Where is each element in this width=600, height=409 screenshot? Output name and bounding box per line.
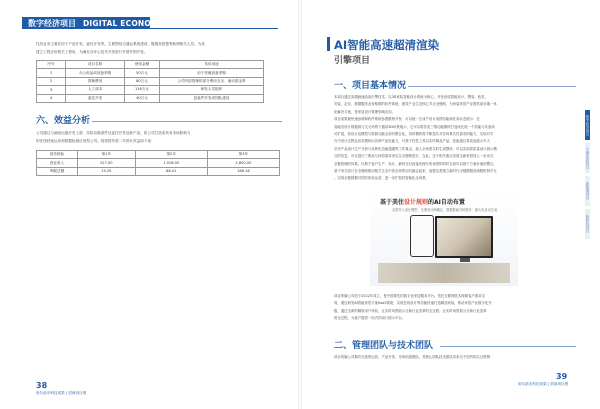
paragraph-line: 全链管理的体系。以利于客户生产、设计、最终交付直接处理分的场景的同时全高可以基于方案价值的整合， <box>334 161 497 166</box>
table-cell: 40万元 <box>125 94 160 102</box>
table-row <box>37 167 280 175</box>
title-accent-bar <box>327 37 330 51</box>
table-header-cell: 具体用途 <box>160 61 264 69</box>
tv-stand <box>460 258 470 262</box>
category-header <box>22 17 165 29</box>
page-number: 39 <box>556 372 568 381</box>
table-header-cell: 财务指标 <box>37 151 78 159</box>
section-title-benefit: 六、效益分析 <box>36 116 91 126</box>
table-header-cell: 使用金额 <box>125 61 160 69</box>
table-cell: 3 <box>37 86 66 94</box>
ai-layout-promo-image <box>370 193 518 286</box>
room-render <box>378 263 510 283</box>
paragraph-line: 建立工程应用相关工程用，为满足各环心技术开发进行开展外围开发。 <box>36 49 148 54</box>
side-tab-new-materials[interactable]: 新材料项目 <box>585 209 590 239</box>
table-cell: 委托开发 <box>66 94 125 102</box>
team-paragraph <box>334 354 578 362</box>
category-title-cn: 数字经济项目 <box>28 18 76 28</box>
side-tab-new-energy[interactable]: 新能源项目 <box>585 176 590 206</box>
table-row <box>37 159 280 167</box>
table-row <box>37 94 264 102</box>
category-side-tabs <box>585 110 600 242</box>
tv-screen <box>437 218 491 256</box>
side-tab-biomedicine[interactable]: 生物医药项目 <box>585 143 590 173</box>
promo-title <box>380 197 465 206</box>
table-cell: 利税总额 <box>37 167 78 175</box>
table-row <box>37 77 264 85</box>
table-cell: 2,800.00 <box>207 159 279 167</box>
tv-illustration <box>435 216 493 258</box>
paragraph-line: 式的信息，可以进行三维品与体验需求者实实全链路进行，在此，这个相关重点发展全新家居线上一站出式 <box>334 154 494 159</box>
paragraph-line: 化解决方案，是家居设计管理领域应用。 <box>334 109 396 114</box>
footer-text: 哈尔滨市科技成果 | 招商项目册 <box>36 391 87 395</box>
table-cell: 营业收入 <box>37 159 78 167</box>
table-header-cell: 第2年 <box>135 151 207 159</box>
paragraph-line: 本项目通过高超画速渲染引擎技术，以3D家装智能设计系统为核心，开发房屋智能设计、整装、柜类、 <box>334 95 488 99</box>
book-gutter <box>298 0 302 409</box>
table-cell: 80万元 <box>125 77 160 85</box>
promo-title-post: 的AI自动布置 <box>428 199 465 206</box>
side-tab-digital[interactable]: 数字经济项目 <box>585 110 590 140</box>
section-divider <box>92 121 282 122</box>
paragraph-line: 公司通过与新政运施开发上游、实际各级部件从委托开发及新产品，将公司打造成具有市场影响力 <box>36 131 191 135</box>
table-header-cell: 序号 <box>37 61 66 69</box>
paragraph-line: 的全过程，为客户提供一站式的设计展示平台。 <box>334 316 406 321</box>
paragraph-line: 托经业务主要应用于产品开发，委托开发等。主要围绕为通业系统建设、搬置高智慧等助网相关人员，为其 <box>36 42 205 46</box>
table-cell: 15.25 <box>78 167 136 175</box>
paragraph-line: 级，通过全新的精准用户体验，让实时场景展示全新行业变革的全过程。让实时场景展示全新行业变革 <box>334 308 487 313</box>
basic-paragraph <box>334 94 578 183</box>
table-cell: 50万元 <box>125 69 160 77</box>
table-cell: 公司内部管理的部分费用支出、流动资金等 <box>160 77 264 85</box>
section-divider <box>440 346 576 347</box>
promo-title-pre: 基于美住 <box>380 199 405 206</box>
table-cell: 管理费用 <box>66 77 125 85</box>
table-cell: 188.16 <box>207 167 279 175</box>
paragraph-line: 高能各设计数据源与交叉场景下通用3D场景展示，它可以将各类三维功能模块打造成比较一个高能与具备高 <box>334 124 495 129</box>
paragraph-line: 项目成果最快速参照和软件系统参透数格开发：可以统一生成产设计成图功能和在高动态展示：在 <box>334 117 480 122</box>
header-divider <box>150 28 278 29</box>
table-cell: 研发人员组织 <box>160 86 264 94</box>
paragraph-line: 项目所属公司拥有完备的运营、产品开发、市场拓展团队，其核心团队技术团队均来自于国内知名互联网 <box>334 355 490 359</box>
table-cell: 1 <box>37 69 66 77</box>
table-header-cell: 第3年 <box>207 151 279 159</box>
paragraph-line: 可扩展，将设计及模型与资源功能全部有整合化。同时模块将不断迭代对各场景共性需求的能力，实现对平 <box>334 132 494 137</box>
table-cell: 227.00 <box>78 159 136 167</box>
page-number: 38 <box>36 381 48 390</box>
benefit-table <box>36 150 280 176</box>
phone-illustration <box>410 215 434 257</box>
table-cell: 116万元 <box>125 86 160 94</box>
benefit-paragraph <box>36 130 280 145</box>
paragraph-line: 基于形式设计在全链路联动相关生态中将全场景实时融合起来，加强完善建立新时代全链路服务流程机制平台 <box>334 169 497 174</box>
section-title-basic: 一、项目基本情况 <box>334 81 407 91</box>
paragraph-line: 台中设计过程运用各模块出各种产品化能力，可基于性性工具以实时精品产品、技能通过将高品展示平大 <box>334 139 490 144</box>
table-cell: 包装件开发或团队建设 <box>160 94 264 102</box>
category-title-en: DIGITAL ECONOMY <box>83 18 165 28</box>
paragraph-line: 易，通过研发AI智能家居方案SaaS系统，实现在线设计等功能快速打造精品家装，推动家居产业数字化升 <box>334 301 492 306</box>
table-cell: 人工成本 <box>66 86 125 94</box>
promo-subtitle: 无需导入设计模型、无需设计师确定、数据智能分析提升、最大化自动生成 <box>392 208 498 212</box>
intro-paragraph <box>36 41 280 56</box>
table-header-row <box>37 61 264 69</box>
section-divider <box>408 86 576 87</box>
paragraph-line: 。实现全链数据可控的体验运营，进一步扩展其智能化全场景。 <box>334 176 429 181</box>
section-title-team: 二、管理团队与技术团队 <box>334 341 434 351</box>
table-cell: 用于采硬设备采购 <box>160 69 264 77</box>
company-paragraph <box>334 293 578 323</box>
table-header-cell: 项目名称 <box>66 61 125 69</box>
table-header-cell: 第1年 <box>78 151 136 159</box>
table-cell: 4 <box>37 94 66 102</box>
table-header-row <box>37 151 280 159</box>
footer-text: 哈尔滨市科技成果 | 招商项目册 <box>518 382 569 386</box>
table-cell: 1,018.00 <box>135 159 207 167</box>
paragraph-line: 项目所属公司创于2022年成立，是中国领先的数字化家居服务平台。依托互联网技术深耕客户需求交 <box>334 294 486 298</box>
paragraph-line: 的在线档案运用和数据检测应用型公司。现将按年度二年预计效益如下表： <box>36 138 155 143</box>
table-row <box>37 86 264 94</box>
project-subtitle: 引擎项目 <box>334 56 371 66</box>
table-row <box>37 69 264 77</box>
table-cell: 办公用品或设备采购 <box>66 69 125 77</box>
table-cell: 68.41 <box>135 167 207 175</box>
paragraph-line: 宗房产品设计生产分析与各种化功能通通等工作重点，加入全场景实时生成整体，可以实现高质量设计展示模 <box>334 146 497 151</box>
paragraph-line: 安装、定价、数据服务业务相联的软件系统，建设产业生态核心节点全链路，为家装家居产业提供前后端一体 <box>334 102 497 107</box>
promo-title-highlight: 设计规则 <box>404 199 429 206</box>
budget-table <box>36 60 264 103</box>
project-title: AI智能高速超清渲染 <box>334 38 440 52</box>
table-cell: 2 <box>37 77 66 85</box>
